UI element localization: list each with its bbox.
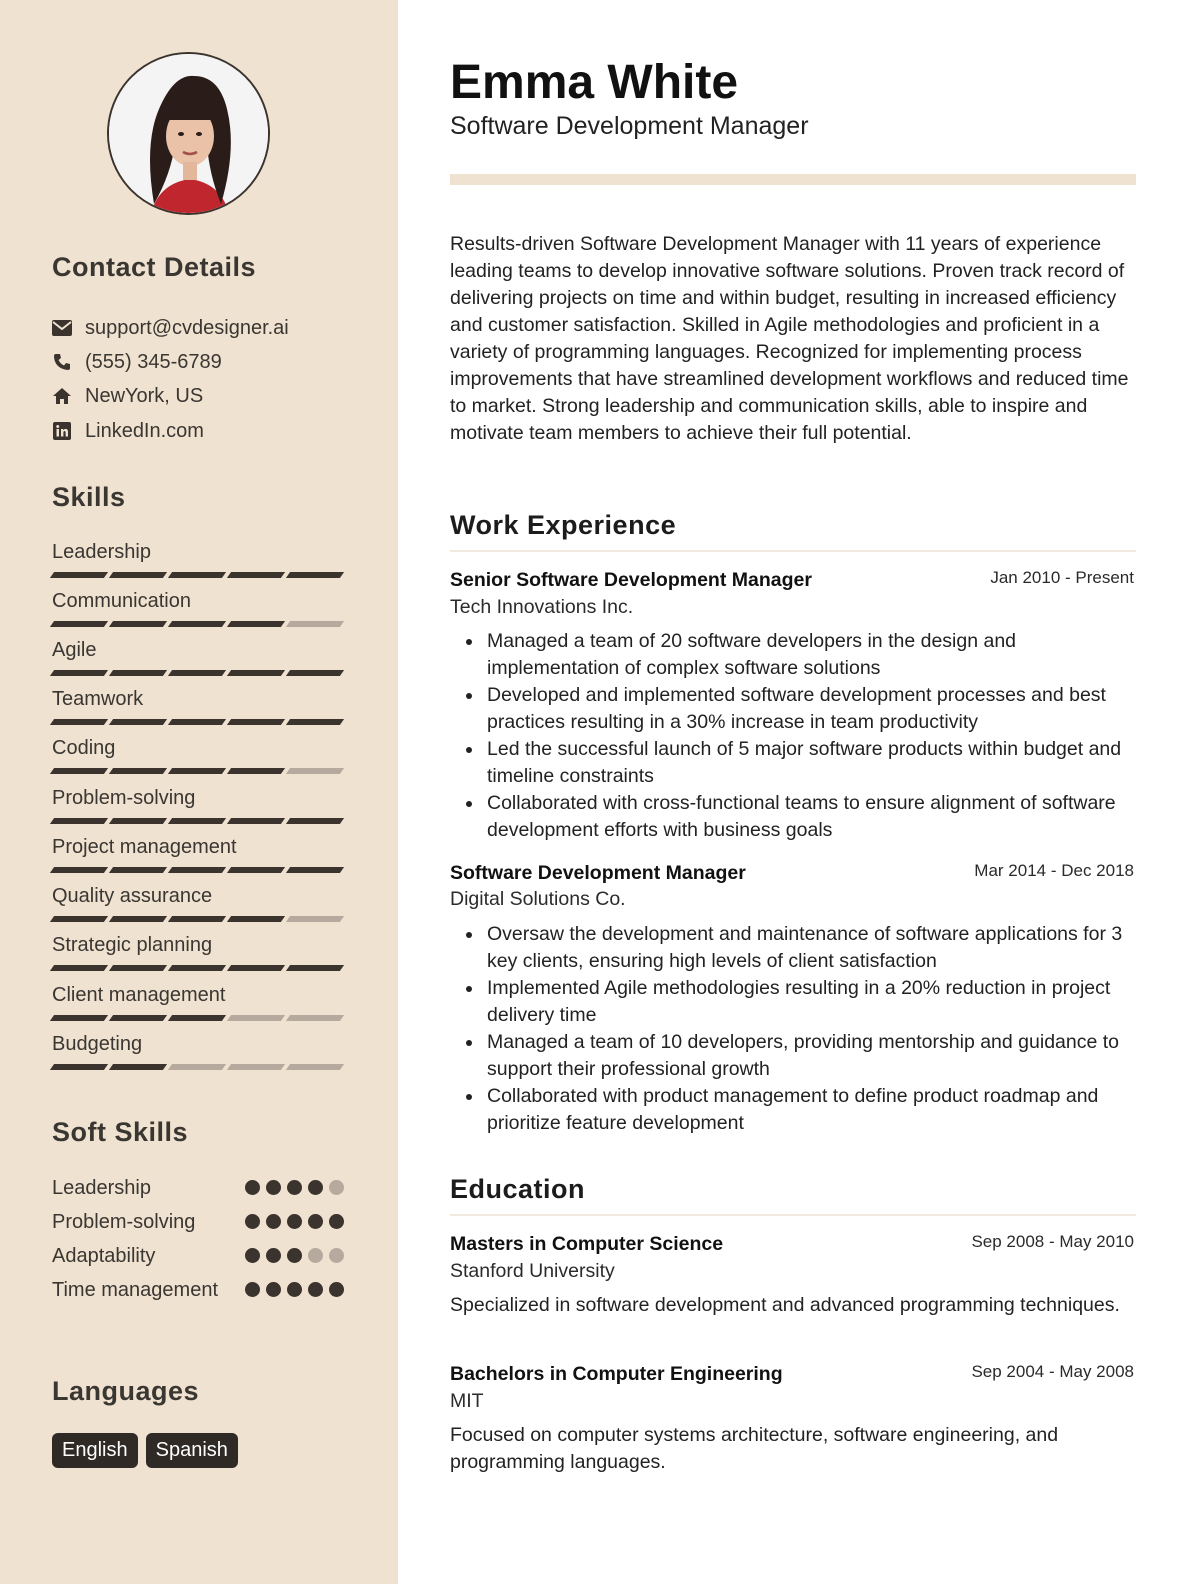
skill-item	[52, 835, 344, 873]
skill-item	[52, 638, 344, 676]
skill-label: Strategic planning	[52, 934, 213, 956]
skill-bar-filled	[227, 621, 285, 627]
rating-dot-filled	[329, 1282, 344, 1297]
soft-skill-item	[52, 1174, 344, 1203]
education-dates: Sep 2004 - May 2008	[971, 1362, 1134, 1381]
rating-dot-filled	[308, 1214, 323, 1229]
skill-bar-filled	[50, 572, 108, 578]
skill-bar-empty	[168, 1064, 226, 1070]
rating-dot-filled	[266, 1248, 281, 1263]
skill-bar-empty	[286, 1015, 344, 1021]
skill-bar-filled	[227, 572, 285, 578]
skill-bar-filled	[286, 818, 344, 824]
skill-item	[52, 786, 344, 824]
contact-phone-text: (555) 345-6789	[85, 350, 222, 373]
skill-item	[52, 1032, 344, 1070]
sidebar	[0, 0, 398, 1584]
rating-dot-filled	[266, 1214, 281, 1229]
skill-bar-filled	[227, 916, 285, 922]
soft-skill-item	[52, 1208, 344, 1237]
skill-level-bars	[52, 572, 344, 578]
education-degree: Bachelors in Computer Engineering	[450, 1363, 783, 1385]
skill-bar-filled	[286, 719, 344, 725]
skill-bar-filled	[50, 1064, 108, 1070]
list-item: Managed a team of 20 software developers in the design and implementation of complex software solutions	[487, 628, 1137, 682]
skill-bar-filled	[168, 768, 226, 774]
skill-bar-filled	[168, 867, 226, 873]
contact-location	[52, 383, 203, 409]
rating-dot-filled	[287, 1248, 302, 1263]
rating-dot-filled	[245, 1180, 260, 1195]
skill-label: Problem-solving	[52, 787, 196, 809]
profile-summary: Results-driven Software Development Manager with 11 years of experience leading teams to develop innovative software solutions. Proven track record of delivering projects on time and within budget, resulting in increased efficiency and customer satisfaction. Skilled in Agile methodologies and proficient in a variety of programming languages. Recognized for implementing process improvements that have streamlined development workflows and reduced time to market. Strong leadership and communication skills, able to inspire and motivate team members to achieve their full potential.	[450, 233, 1129, 444]
skill-level-bars	[52, 1015, 344, 1021]
candidate-role: Software Development Manager	[450, 112, 809, 140]
contact-phone[interactable]	[52, 349, 222, 375]
skill-bar-filled	[50, 719, 108, 725]
skill-bar-filled	[168, 916, 226, 922]
skill-label: Coding	[52, 737, 116, 759]
skill-level-bars	[52, 1064, 344, 1070]
rating-dot-filled	[308, 1180, 323, 1195]
list-item: Managed a team of 10 developers, providing mentorship and guidance to support their professional growth	[487, 1029, 1137, 1083]
contact-heading: Contact Details	[52, 252, 257, 282]
soft-skill-label: Problem-solving	[52, 1211, 196, 1233]
skill-label: Quality assurance	[52, 885, 213, 907]
skill-label: Leadership	[52, 541, 151, 563]
skill-item	[52, 933, 344, 971]
skill-bar-empty	[286, 768, 344, 774]
profile-photo	[107, 52, 270, 215]
skill-level-bars	[52, 768, 344, 774]
soft-skill-dots	[245, 1282, 344, 1297]
skill-item	[52, 736, 344, 774]
phone-icon	[52, 352, 72, 372]
rating-dot-empty	[308, 1248, 323, 1263]
skill-level-bars	[52, 916, 344, 922]
skill-item	[52, 983, 344, 1021]
contact-email-text: support@cvdesigner.ai	[85, 316, 289, 339]
skill-item	[52, 540, 344, 578]
soft-skill-item	[52, 1242, 344, 1271]
rating-dot-filled	[266, 1282, 281, 1297]
list-item: Collaborated with cross-functional teams to ensure alignment of software development efforts with business goals	[487, 790, 1137, 844]
skill-bar-empty	[286, 1064, 344, 1070]
list-item: Oversaw the development and maintenance of software applications for 3 key clients, ensuring high levels of client satisfaction	[487, 921, 1137, 975]
rating-dot-empty	[329, 1180, 344, 1195]
skill-bar-filled	[109, 867, 167, 873]
rating-dot-filled	[287, 1282, 302, 1297]
education-school: MIT	[450, 1390, 484, 1412]
soft-skills-heading: Soft Skills	[52, 1117, 189, 1147]
skill-label: Project management	[52, 836, 237, 858]
rating-dot-filled	[245, 1248, 260, 1263]
skill-bar-filled	[286, 572, 344, 578]
rating-dot-empty	[329, 1248, 344, 1263]
job-company: Tech Innovations Inc.	[450, 596, 634, 618]
rating-dot-filled	[245, 1282, 260, 1297]
work-experience-heading: Work Experience	[450, 510, 677, 540]
skill-level-bars	[52, 621, 344, 627]
skill-bar-filled	[227, 818, 285, 824]
soft-skill-dots	[245, 1214, 344, 1229]
skill-bar-filled	[227, 867, 285, 873]
skill-bar-filled	[168, 621, 226, 627]
rating-dot-filled	[245, 1214, 260, 1229]
job-dates: Mar 2014 - Dec 2018	[974, 861, 1134, 880]
skill-bar-filled	[168, 670, 226, 676]
list-item: Collaborated with product management to define product roadmap and prioritize feature development	[487, 1083, 1137, 1137]
contact-linkedin-text: LinkedIn.com	[85, 419, 204, 442]
skill-bar-filled	[109, 768, 167, 774]
skill-bar-filled	[109, 670, 167, 676]
skill-level-bars	[52, 719, 344, 725]
languages-heading: Languages	[52, 1376, 200, 1406]
skill-bar-filled	[227, 719, 285, 725]
list-item: Developed and implemented software development processes and best practices resulting in a 30% increase in team productivity	[487, 682, 1137, 736]
contact-linkedin[interactable]	[52, 418, 204, 444]
skill-bar-filled	[109, 572, 167, 578]
skill-bar-empty	[286, 621, 344, 627]
language-tag: English	[52, 1433, 138, 1468]
skill-bar-filled	[168, 818, 226, 824]
skill-bar-filled	[50, 916, 108, 922]
soft-skill-item	[52, 1276, 344, 1305]
job-bullets	[487, 628, 1137, 844]
skill-bar-filled	[109, 719, 167, 725]
skill-label: Communication	[52, 590, 191, 612]
job-title: Senior Software Development Manager	[450, 569, 812, 591]
skill-bar-filled	[50, 818, 108, 824]
skill-item	[52, 884, 344, 922]
education-description: Specialized in software development and advanced programming techniques.	[450, 1294, 1120, 1316]
job-title: Software Development Manager	[450, 862, 746, 884]
job-dates: Jan 2010 - Present	[990, 568, 1134, 587]
skill-bar-filled	[50, 867, 108, 873]
skill-label: Agile	[52, 639, 97, 661]
main-content	[398, 0, 1200, 1584]
soft-skill-label: Leadership	[52, 1177, 151, 1199]
education-description: Focused on computer systems architecture, software engineering, and programming languages.	[450, 1424, 1059, 1473]
skill-level-bars	[52, 965, 344, 971]
skill-bar-filled	[109, 916, 167, 922]
skill-bar-filled	[286, 867, 344, 873]
languages-list	[52, 1433, 238, 1468]
soft-skill-label: Time management	[52, 1279, 218, 1301]
rating-dot-filled	[287, 1180, 302, 1195]
soft-skill-label: Adaptability	[52, 1245, 156, 1267]
skill-level-bars	[52, 670, 344, 676]
profile-portrait	[109, 54, 270, 215]
skill-bar-filled	[109, 965, 167, 971]
rating-dot-filled	[308, 1282, 323, 1297]
skill-level-bars	[52, 867, 344, 873]
skill-bar-filled	[168, 1015, 226, 1021]
skill-bar-empty	[286, 916, 344, 922]
header-divider	[450, 174, 1136, 185]
education-dates: Sep 2008 - May 2010	[971, 1232, 1134, 1251]
linkedin-icon	[52, 421, 72, 441]
list-item: Implemented Agile methodologies resulting in a 20% reduction in project delivery time	[487, 975, 1137, 1029]
skill-item	[52, 687, 344, 725]
rating-dot-filled	[329, 1214, 344, 1229]
soft-skill-dots	[245, 1248, 344, 1263]
skill-label: Budgeting	[52, 1033, 143, 1055]
skill-bar-filled	[168, 965, 226, 971]
skill-bar-empty	[227, 1015, 285, 1021]
contact-email[interactable]	[52, 315, 289, 341]
skill-level-bars	[52, 818, 344, 824]
envelope-icon	[52, 318, 72, 338]
education-school: Stanford University	[450, 1260, 615, 1282]
skill-bar-filled	[109, 1064, 167, 1070]
skill-label: Client management	[52, 984, 226, 1006]
skill-bar-filled	[50, 670, 108, 676]
rating-dot-filled	[266, 1180, 281, 1195]
education-degree: Masters in Computer Science	[450, 1233, 724, 1255]
section-divider	[450, 1214, 1136, 1216]
list-item: Led the successful launch of 5 major software products within budget and timeline constraints	[487, 736, 1137, 790]
job-bullets	[487, 921, 1137, 1137]
skill-bar-filled	[109, 1015, 167, 1021]
skill-bar-filled	[168, 572, 226, 578]
skill-bar-filled	[50, 1015, 108, 1021]
skill-bar-filled	[286, 965, 344, 971]
home-icon	[52, 386, 72, 406]
skill-bar-filled	[227, 670, 285, 676]
skill-bar-filled	[286, 670, 344, 676]
rating-dot-filled	[287, 1214, 302, 1229]
skill-bar-filled	[168, 719, 226, 725]
skills-heading: Skills	[52, 482, 126, 512]
skill-bar-filled	[50, 621, 108, 627]
candidate-name: Emma White	[450, 56, 739, 109]
skill-bar-filled	[109, 818, 167, 824]
education-heading: Education	[450, 1174, 586, 1204]
contact-location-text: NewYork, US	[85, 384, 204, 407]
language-tag: Spanish	[146, 1433, 238, 1468]
skill-bar-filled	[50, 768, 108, 774]
skill-bar-filled	[50, 965, 108, 971]
skill-bar-filled	[227, 965, 285, 971]
section-divider	[450, 550, 1136, 552]
skill-bar-filled	[109, 621, 167, 627]
soft-skill-dots	[245, 1180, 344, 1195]
job-company: Digital Solutions Co.	[450, 888, 626, 910]
skill-bar-filled	[227, 768, 285, 774]
skill-bar-empty	[227, 1064, 285, 1070]
skill-label: Teamwork	[52, 688, 144, 710]
skill-item	[52, 589, 344, 627]
